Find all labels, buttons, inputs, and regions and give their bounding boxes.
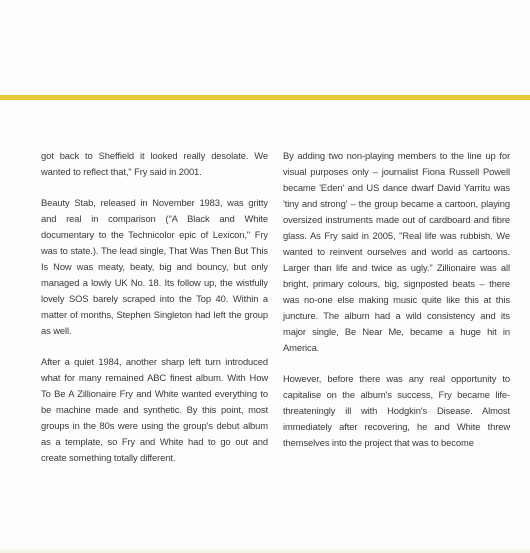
paragraph: got back to Sheffield it looked really desolate. We wanted to reflect that," Fry said in 2001. (41, 150, 268, 177)
paragraph: However, before there was any real opportunity to capitalise on the album's success, Fry became life-threateningly ill with Hodgkin's Disease. Almost immediately after recovering, he and White threw themselves into the project that was to become (283, 373, 510, 448)
paragraph: By adding two non-playing members to the line up for visual purposes only – journalist Fiona Russell Powell became 'Eden' and US dance dwarf David Yarritu was 'tiny and strong' – the group became a cartoon, playing oversized instruments made out of cardboard and fibre glass. As Fry said in 2005, "Real life was rubbish. We wanted to reinvent ourselves and world as cartoons. Larger than life and twice as ugly." Zillionaire was all bright, primary colours, big, signposted beats – there was no-one else making music quite like this at this juncture. The album had a wild consistency and its major single, Be Near Me, became a huge hit in America. (283, 150, 510, 353)
yellow-divider-rule (0, 95, 530, 100)
paragraph: Beauty Stab, released in November 1983, was gritty and real in comparison ("A Black and White documentary to the Technicolor epic of Lexicon," Fry was to state.). The lead single, That Was Then But This Is Now was meaty, beaty, big and bouncy, but only managed a lowly UK No. 18. Its follow up, the wistfully lovely SOS barely scraped into the Top 40. Within a matter of months, Stephen Singleton had left the group as well. (41, 197, 268, 336)
right-text-column (283, 148, 510, 466)
paragraph: After a quiet 1984, another sharp left turn introduced what for many remained ABC finest album. With How To Be A Zillionaire Fry and White wanted everything to be machine made and synthetic. By this point, most groups in the 80s were using the group's debut album as a template, so Fry and White had to go out and create something totally different. (41, 356, 268, 463)
page-bottom-edge (0, 547, 530, 553)
left-text-column (41, 148, 268, 481)
